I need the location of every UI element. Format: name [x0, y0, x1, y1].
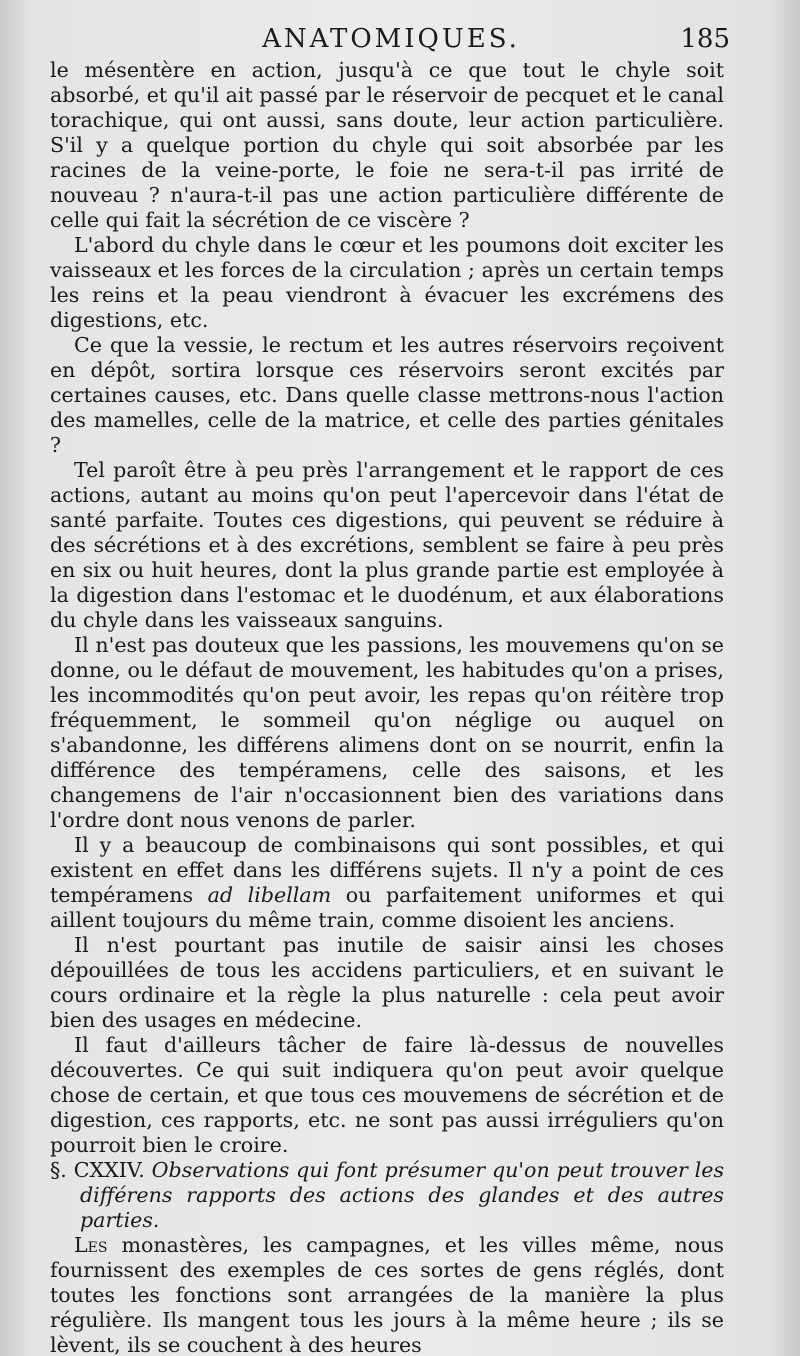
paragraph-1: le mésentère en action, jusqu'à ce que tout le chyle soit absorbé, et qu'il ait passé par le réservoir de pecquet et le canal torachique, qui ont aussi, sans doute, leur action particulière. S'il y a quelque portion du chyle qui soit absorbée par les racines de la veine-porte, le foie ne sera-t-il pas irrité de nouveau ? n'aura-t-il pas une action particulière différente de celle qui fait la sécrétion de ce viscère ? — [50, 58, 724, 232]
paragraph-6 — [50, 833, 724, 933]
final-paragraph — [50, 1233, 724, 1356]
section-title: Observations qui font présumer qu'on peut trouver les différens rapports des actions des glandes et des autres parties. — [80, 1158, 725, 1232]
paragraph-6-end: ou parfaitement uniformes et qui aillent toujours du même train, comme disoient les anciens. — [50, 883, 724, 932]
running-title: ANATOMIQUES. — [262, 24, 520, 54]
paragraph-8: Il faut d'ailleurs tâcher de faire là-dessus de nouvelles découvertes. Ce qui suit indiquera qu'on peut avoir quelque chose de certain, et que tous ces mouvemens de sécrétion et de digestion, ces rapports, etc. ne sont pas aussi irréguliers qu'on pourroit bien le croire. — [50, 1033, 724, 1157]
final-paragraph-text: monastères, les campagnes, et les villes même, nous fournissent des exemples de ces sortes de gens réglés, dont toutes les fonctions sont arrangées de la manière la plus régulière. Ils mangent tous les jours à la même heure ; ils se lèvent, ils se couchent à des heures — [50, 1233, 724, 1356]
opening-word: Les — [74, 1233, 108, 1257]
paragraph-3: Ce que la vessie, le rectum et les autres réservoirs reçoivent en dépôt, sortira lorsque ces réservoirs seront excités par certaines causes, etc. Dans quelle classe mettrons-nous l'action des mamelles, celle de la matrice, et celle des parties génitales ? — [50, 333, 724, 457]
page-number: 185 — [680, 24, 730, 54]
section-number: §. CXXIV. — [50, 1158, 145, 1182]
running-head — [52, 18, 730, 58]
paragraph-7: Il n'est pourtant pas inutile de saisir ainsi les choses dépouillées de tous les accidens particuliers, et en suivant le cours ordinaire et la règle la plus naturelle : cela peut avoir bien des usages en médecine. — [50, 933, 724, 1032]
paragraph-6-start: Il y a beaucoup de combinaisons qui sont possibles, et qui existent en effet dans les différens sujets. Il n'y a point de ces tempéramens — [50, 833, 724, 907]
paragraph-5: Il n'est pas douteux que les passions, les mouvemens qu'on se donne, ou le défaut de mouvement, les habitudes qu'on a prises, les incommodités qu'on peut avoir, les repas qu'on réitère trop fréquemment, le sommeil qu'on néglige ou auquel on s'abandonne, les différens alimens dont on se nourrit, enfin la différence des tempéramens, celle des saisons, et les changemens de l'air n'occasionnent bien des variations dans l'ordre dont nous venons de parler. — [50, 633, 724, 832]
paragraph-4: Tel paroît être à peu près l'arrangement et le rapport de ces actions, autant au moins qu'on peut l'apercevoir dans l'état de santé parfaite. Toutes ces digestions, qui peuvent se réduire à des sécrétions et à des excrétions, semblent se faire à peu près en six ou huit heures, dont la plus grande partie est employée à la digestion dans l'estomac et le duodénum, et aux élaborations du chyle dans les vaisseaux sanguins. — [50, 458, 724, 632]
body-text — [50, 58, 724, 1356]
section-heading — [50, 1158, 724, 1233]
paragraph-2: L'abord du chyle dans le cœur et les poumons doit exciter les vaisseaux et les forces de la circulation ; après un certain temps les reins et la peau viendront à évacuer les excrémens des digestions, etc. — [50, 233, 724, 332]
latin-phrase: ad libellam — [207, 883, 332, 907]
